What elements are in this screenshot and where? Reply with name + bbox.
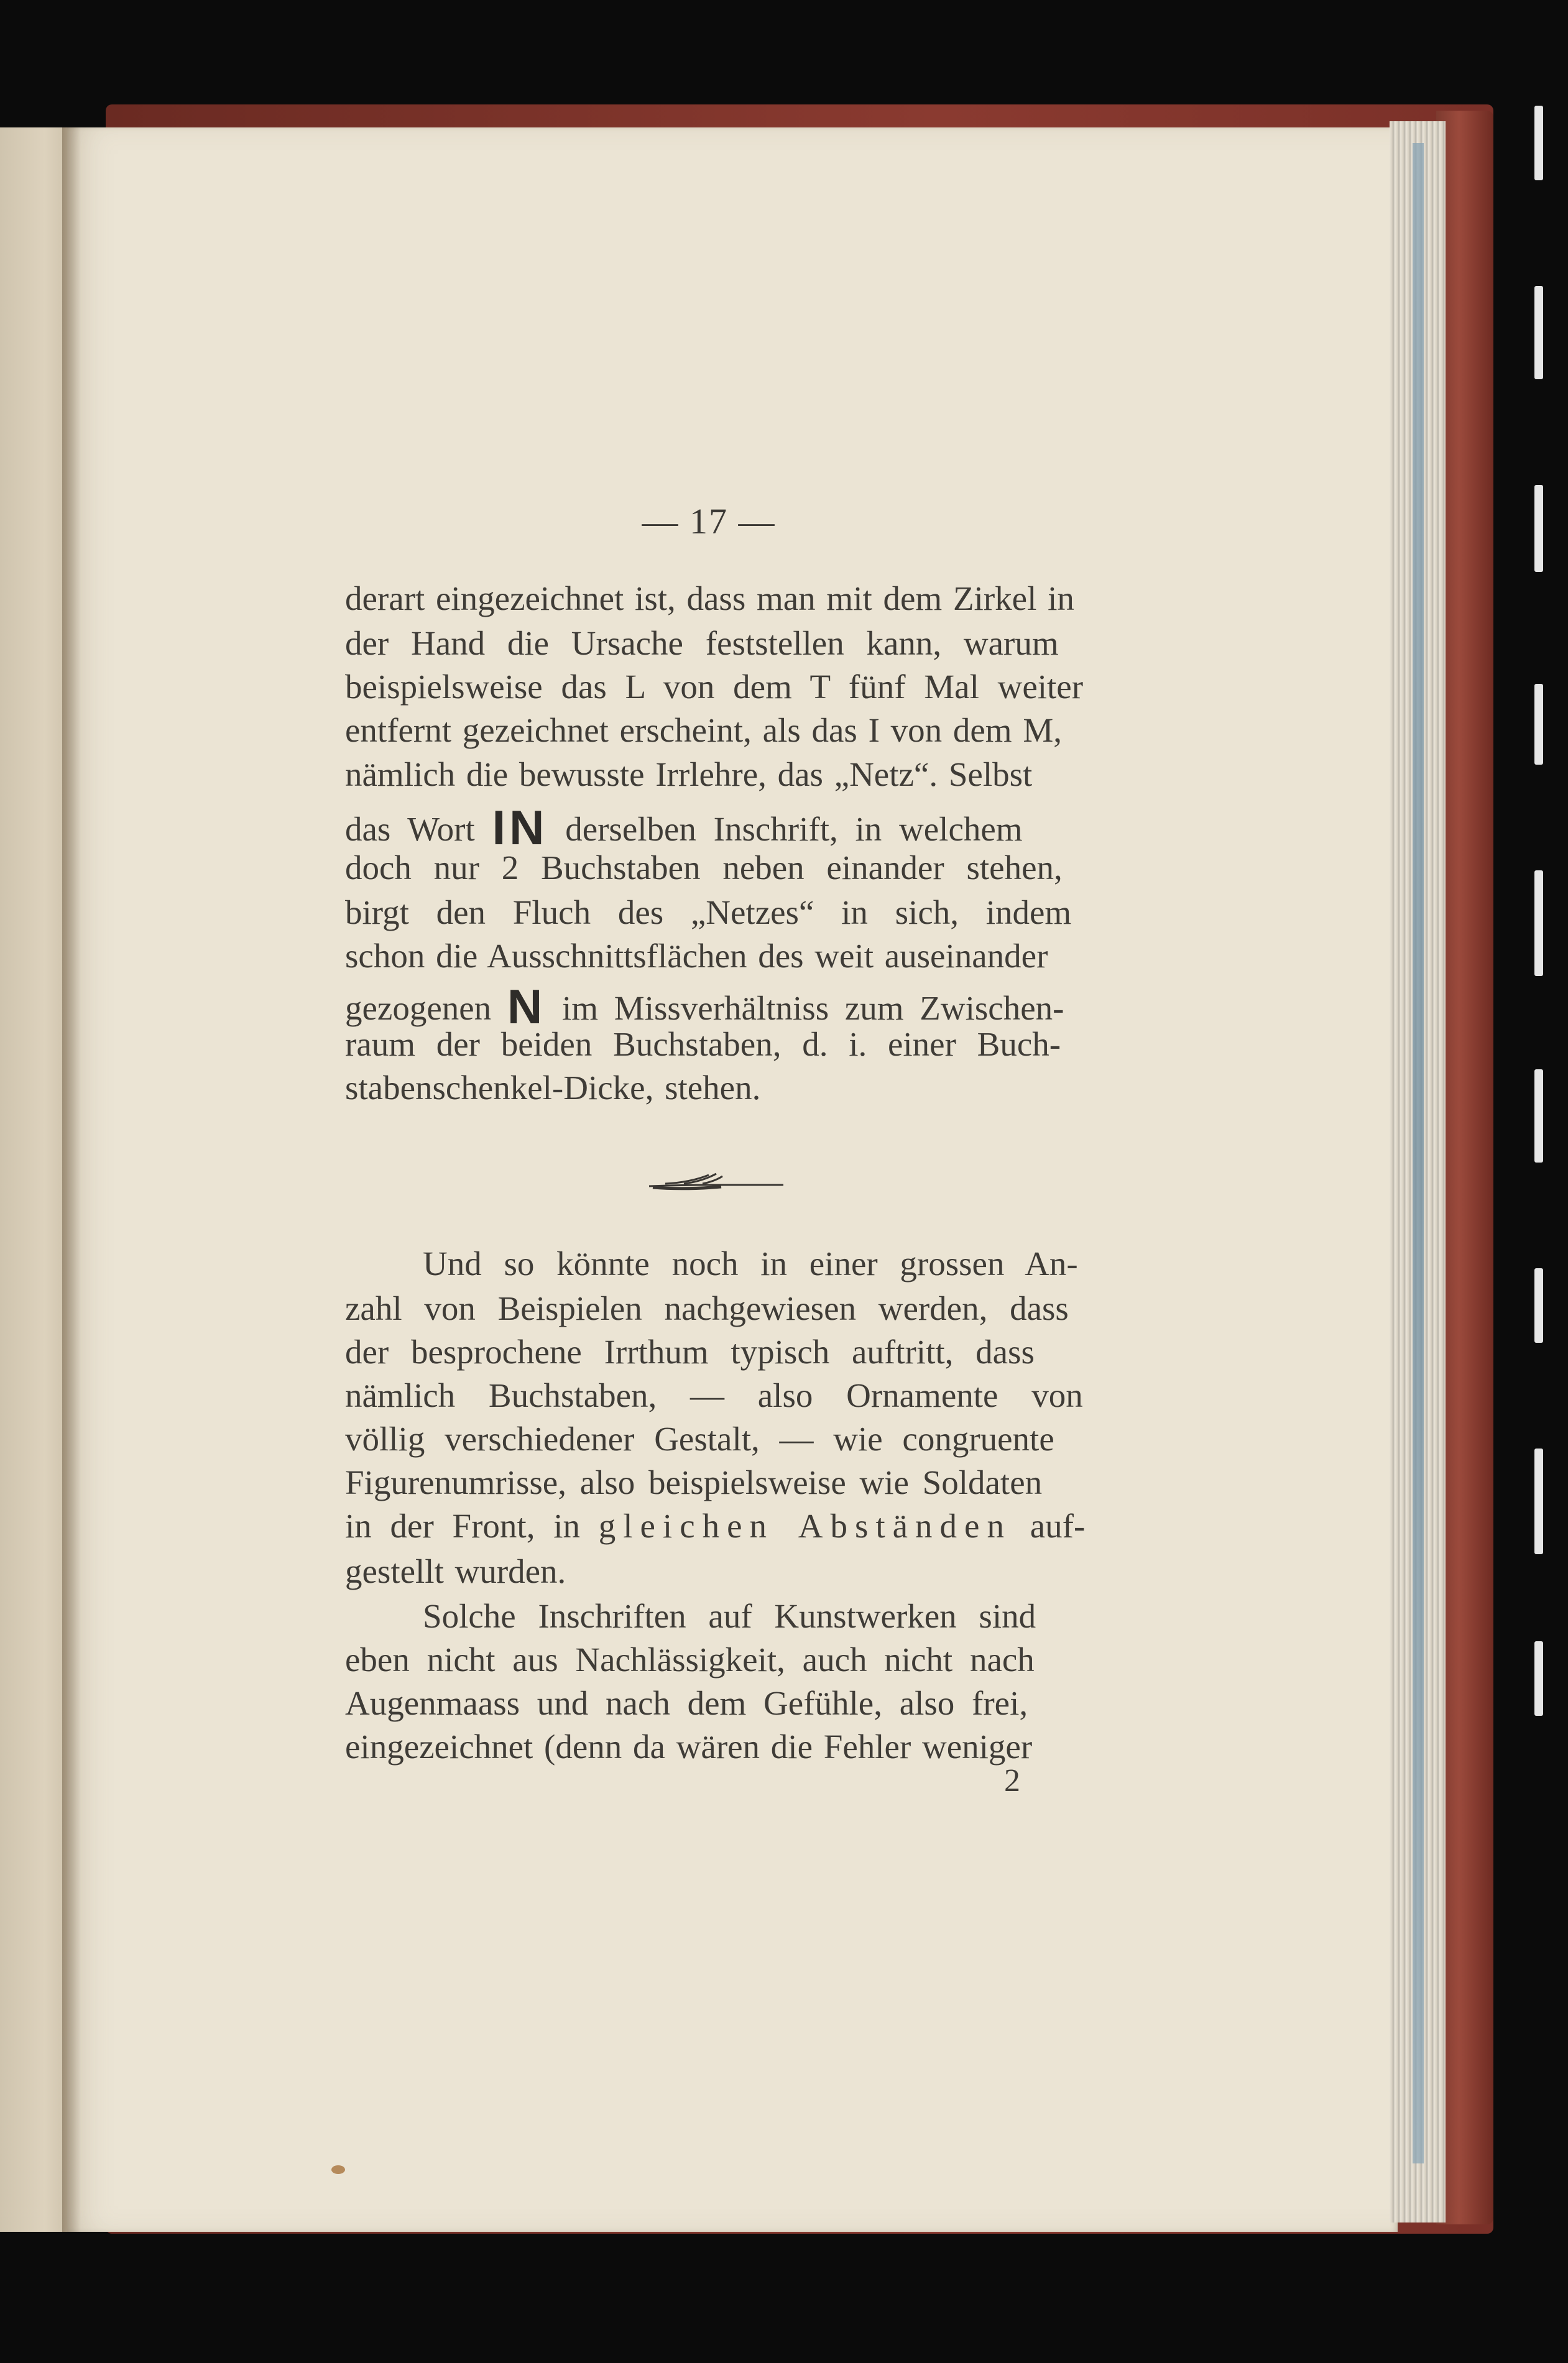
- page-gutter: [62, 127, 81, 2232]
- text-segment: im Missverhältniss zum Zwischen-: [562, 989, 1064, 1027]
- text-line: der Hand die Ursache feststellen kann, warum: [345, 624, 1059, 662]
- text-line: birgt den Fluch des „Netzes“ in sich, indem: [345, 893, 1072, 931]
- text-line: eingezeichnet (denn da wären die Fehler weniger: [345, 1728, 1033, 1766]
- text-line: Augenmaass und nach dem Gefühle, also frei,: [345, 1684, 1028, 1722]
- stain-mark: [331, 2165, 345, 2174]
- text-line: entfernt gezeichnet erscheint, als das I von dem M,: [345, 711, 1062, 749]
- text-line: völlig verschiedener Gestalt, — wie congruente: [345, 1420, 1054, 1458]
- scanner-mark: [1534, 1449, 1543, 1554]
- text-line: Figurenumrisse, also beispielsweise wie Soldaten: [345, 1463, 1043, 1501]
- text-line: stabenschenkel-Dicke, stehen.: [345, 1069, 761, 1107]
- scanner-mark: [1534, 1641, 1543, 1716]
- page-block-tint: [1413, 143, 1424, 2163]
- text-line: nämlich Buchstaben, — also Ornamente von: [345, 1376, 1083, 1414]
- text-line-with-initial: [345, 979, 1064, 1034]
- emphasized-text: gleichen Abständen: [598, 1507, 1012, 1545]
- text-segment: gezogenen: [345, 989, 492, 1027]
- text-line: eben nicht aus Nachlässigkeit, auch nicht nach: [345, 1641, 1035, 1679]
- text-segment: das Wort: [345, 810, 475, 848]
- text-segment: derselben Inschrift, in welchem: [565, 810, 1023, 848]
- tailpiece-flourish-icon: [647, 1169, 790, 1194]
- scanner-mark: [1534, 286, 1543, 379]
- text-line: zahl von Beispielen nachgewiesen werden, dass: [345, 1289, 1069, 1327]
- signature-mark: 2: [1004, 1763, 1020, 1799]
- example-letters: IN: [492, 800, 548, 855]
- text-line: schon die Ausschnittsflächen des weit auseinander: [345, 937, 1048, 975]
- scanner-mark: [1534, 485, 1543, 572]
- scanner-mark: [1534, 684, 1543, 765]
- text-line: nämlich die bewusste Irrlehre, das „Netz“. Selbst: [345, 755, 1033, 793]
- scanner-mark: [1534, 106, 1543, 180]
- scanner-mark: [1534, 1268, 1543, 1343]
- text-segment: in der Front, in: [345, 1507, 580, 1545]
- text-line-spaced: [345, 1509, 1085, 1543]
- text-line: doch nur 2 Buchstaben neben einander stehen,: [345, 849, 1063, 887]
- text-line: raum der beiden Buchstaben, d. i. einer Buch-: [345, 1025, 1061, 1063]
- text-line: Und so könnte noch in einer grossen An-: [423, 1245, 1078, 1283]
- page-number: — 17 —: [642, 501, 776, 541]
- text-line: der besprochene Irrthum typisch auftritt, dass: [345, 1333, 1035, 1371]
- scanner-mark: [1534, 1069, 1543, 1163]
- text-line-with-initial: [345, 800, 1023, 855]
- scanner-mark: [1534, 870, 1543, 976]
- text-line: gestellt wurden.: [345, 1552, 566, 1590]
- text-segment: auf-: [1030, 1507, 1086, 1545]
- example-letter: N: [507, 979, 546, 1034]
- text-line: Solche Inschriften auf Kunstwerken sind: [423, 1597, 1036, 1635]
- text-line: derart eingezeichnet ist, dass man mit dem Zirkel in: [345, 579, 1074, 617]
- text-line: beispielsweise das L von dem T fünf Mal weiter: [345, 668, 1084, 706]
